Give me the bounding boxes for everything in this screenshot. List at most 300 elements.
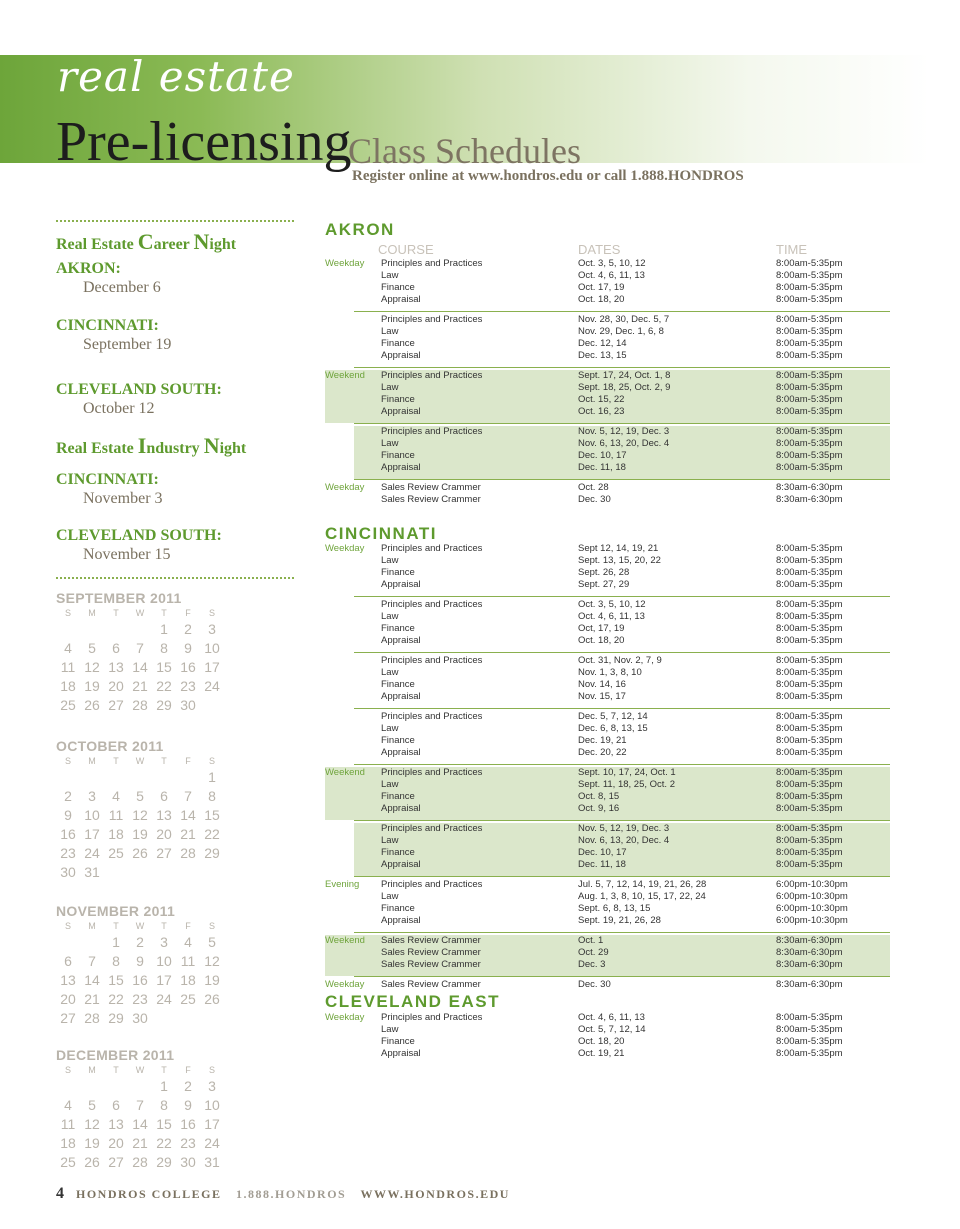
calendar-day: 4 xyxy=(184,934,192,950)
course-time: 8:00am-5:35pm xyxy=(776,543,843,554)
header-subtitle: Class Schedules xyxy=(348,131,581,171)
calendar-day: 14 xyxy=(84,972,100,988)
course-time: 8:00am-5:35pm xyxy=(776,767,843,778)
event-date: December 6 xyxy=(83,279,161,296)
course-dates: Oct. 18, 20 xyxy=(578,1036,625,1047)
event-date: November 3 xyxy=(83,490,163,507)
calendar-day: 1 xyxy=(160,1078,168,1094)
row-divider xyxy=(354,876,890,877)
schedule-row xyxy=(325,370,890,382)
schedule-row xyxy=(325,835,890,847)
weekday-label: F xyxy=(185,921,191,931)
course-dates: Dec. 10, 17 xyxy=(578,450,627,461)
course-time: 8:00am-5:35pm xyxy=(776,1024,843,1035)
calendar-day: 19 xyxy=(204,972,220,988)
row-divider xyxy=(354,596,890,597)
footer-web: WWW.HONDROS.EDU xyxy=(360,1187,510,1201)
calendar-day: 29 xyxy=(156,697,172,713)
schedule-row xyxy=(325,859,890,871)
calendar-day: 9 xyxy=(184,640,192,656)
course-name: Finance xyxy=(381,394,415,405)
course-dates: Sept. 10, 17, 24, Oct. 1 xyxy=(578,767,676,778)
akron-schedule-block xyxy=(325,482,890,511)
calendar-day: 5 xyxy=(88,1097,96,1113)
schedule-row xyxy=(325,382,890,394)
calendar-week xyxy=(56,1096,226,1115)
calendar-day: 24 xyxy=(84,845,100,861)
calendar-day: 2 xyxy=(184,1078,192,1094)
schedule-row xyxy=(325,406,890,418)
calendar-day: 13 xyxy=(108,659,124,675)
calendar-day: 26 xyxy=(84,697,100,713)
course-dates: Dec. 6, 8, 13, 15 xyxy=(578,723,648,734)
event-city: CLEVELAND SOUTH: xyxy=(56,381,222,398)
schedule-row xyxy=(325,879,890,891)
course-time: 8:00am-5:35pm xyxy=(776,282,843,293)
weekday-label: W xyxy=(135,756,145,766)
event-city: CINCINNATI: xyxy=(56,471,159,488)
calendar-day: 6 xyxy=(112,1097,120,1113)
calendar-day: 12 xyxy=(84,659,100,675)
weekday-label: S xyxy=(64,1065,71,1075)
course-name: Sales Review Crammer xyxy=(381,959,481,970)
calendar-day: 21 xyxy=(180,826,196,842)
course-dates: Nov. 5, 12, 19, Dec. 3 xyxy=(578,823,670,834)
course-dates: Dec. 10, 17 xyxy=(578,847,627,858)
weekday-label: T xyxy=(113,608,119,618)
calendar-day xyxy=(104,1077,128,1096)
schedule-row xyxy=(325,979,890,991)
calendar-week xyxy=(56,863,226,882)
course-name: Appraisal xyxy=(381,350,421,361)
calendar-day: 11 xyxy=(60,659,76,675)
calendar-day: 20 xyxy=(108,1135,124,1151)
calendar-day: 3 xyxy=(160,934,168,950)
calendar-day: 10 xyxy=(156,953,172,969)
event-date: September 19 xyxy=(83,336,172,353)
calendar-day: 7 xyxy=(136,1097,144,1113)
calendar-title: SEPTEMBER 2011 xyxy=(56,590,182,606)
schedule-row xyxy=(325,326,890,338)
schedule-row xyxy=(325,803,890,815)
course-dates: Sept. 11, 18, 25, Oct. 2 xyxy=(578,779,675,790)
calendar-day: 22 xyxy=(204,826,220,842)
calendar-december xyxy=(56,1047,226,1172)
calendar-day: 11 xyxy=(180,953,196,969)
calendar-day: 2 xyxy=(64,788,72,804)
course-dates: Oct. 16, 23 xyxy=(578,406,625,417)
schedule-row xyxy=(325,294,890,306)
course-name: Law xyxy=(381,326,399,337)
schedule-row xyxy=(325,1036,890,1048)
calendar-day xyxy=(80,1077,104,1096)
cincinnati-schedule-block xyxy=(325,879,890,932)
calendar-day: 11 xyxy=(108,807,124,823)
course-name: Law xyxy=(381,835,399,846)
weekday-label: M xyxy=(88,608,96,618)
calendar-day: 14 xyxy=(180,807,196,823)
calendar-day: 7 xyxy=(88,953,96,969)
course-name: Sales Review Crammer xyxy=(381,494,481,505)
calendar-day: 3 xyxy=(208,1078,216,1094)
course-time: 8:00am-5:35pm xyxy=(776,747,843,758)
calendar-weekdays xyxy=(56,919,226,933)
weekday-label: T xyxy=(161,608,167,618)
course-name: Law xyxy=(381,723,399,734)
calendar-day: 26 xyxy=(132,845,148,861)
cincinnati-schedule-block xyxy=(325,823,890,876)
calendar-day xyxy=(56,620,80,639)
calendar-day: 10 xyxy=(84,807,100,823)
row-divider xyxy=(354,820,890,821)
schedule-row xyxy=(325,691,890,703)
weekday-label: M xyxy=(88,756,96,766)
calendar-day: 14 xyxy=(132,659,148,675)
course-name: Appraisal xyxy=(381,747,421,758)
calendar-week xyxy=(56,658,226,677)
course-dates: Oct. 28 xyxy=(578,482,609,493)
course-time: 8:00am-5:35pm xyxy=(776,450,843,461)
schedule-row xyxy=(325,599,890,611)
course-time: 8:30am-6:30pm xyxy=(776,959,843,970)
calendar-week xyxy=(56,806,226,825)
course-dates: Oct. 9, 16 xyxy=(578,803,620,814)
session-type-label: Weekday xyxy=(325,258,365,269)
session-type-label: Weekday xyxy=(325,979,365,990)
course-dates: Oct. 4, 6, 11, 13 xyxy=(578,611,645,622)
calendar-title: DECEMBER 2011 xyxy=(56,1047,175,1063)
calendar-title: NOVEMBER 2011 xyxy=(56,903,176,919)
weekday-label: T xyxy=(113,921,119,931)
course-dates: Nov. 6, 13, 20, Dec. 4 xyxy=(578,438,670,449)
calendar-week xyxy=(56,825,226,844)
course-time: 8:00am-5:35pm xyxy=(776,803,843,814)
course-time: 6:00pm-10:30pm xyxy=(776,915,848,926)
course-dates: Nov. 5, 12, 19, Dec. 3 xyxy=(578,426,670,437)
weekday-label: F xyxy=(185,608,191,618)
schedule-row xyxy=(325,338,890,350)
calendar-day: 16 xyxy=(132,972,148,988)
course-time: 8:30am-6:30pm xyxy=(776,935,843,946)
header-script-title: real estate xyxy=(57,52,295,101)
calendar-day: 17 xyxy=(84,826,100,842)
course-time: 8:00am-5:35pm xyxy=(776,735,843,746)
session-type-label: Evening xyxy=(325,879,360,890)
calendar-day: 21 xyxy=(84,991,100,1007)
course-dates: Aug. 1, 3, 8, 10, 15, 17, 22, 24 xyxy=(578,891,706,902)
course-name: Finance xyxy=(381,679,415,690)
course-dates: Dec. 11, 18 xyxy=(578,462,626,473)
calendar-day: 8 xyxy=(160,640,168,656)
course-time: 8:00am-5:35pm xyxy=(776,859,843,870)
course-time: 8:00am-5:35pm xyxy=(776,314,843,325)
calendar-day: 23 xyxy=(180,678,196,694)
course-dates: Oct. 3, 5, 10, 12 xyxy=(578,599,646,610)
calendar-day: 24 xyxy=(204,1135,220,1151)
course-dates: Dec. 30 xyxy=(578,979,611,990)
calendar-day: 16 xyxy=(60,826,76,842)
course-time: 8:00am-5:35pm xyxy=(776,791,843,802)
calendar-day: 20 xyxy=(108,678,124,694)
weekday-label: W xyxy=(135,1065,145,1075)
calendar-week xyxy=(56,639,226,658)
course-time: 8:00am-5:35pm xyxy=(776,711,843,722)
course-dates: Oct. 1 xyxy=(578,935,604,946)
course-name: Finance xyxy=(381,450,415,461)
divider xyxy=(56,220,294,222)
course-dates: Oct. 29 xyxy=(578,947,609,958)
course-time: 8:00am-5:35pm xyxy=(776,555,843,566)
course-dates: Oct. 19, 21 xyxy=(578,1048,625,1059)
course-time: 8:00am-5:35pm xyxy=(776,270,843,281)
calendar-day: 17 xyxy=(204,1116,220,1132)
calendar-day xyxy=(80,933,104,952)
calendar-day xyxy=(152,1009,176,1028)
course-name: Principles and Practices xyxy=(381,655,483,666)
weekday-label: S xyxy=(208,756,215,766)
course-time: 8:00am-5:35pm xyxy=(776,599,843,610)
calendar-day xyxy=(80,768,104,787)
row-divider xyxy=(354,652,890,653)
calendar-day: 29 xyxy=(156,1154,172,1170)
calendar-day: 11 xyxy=(60,1116,76,1132)
industry-night-heading: Real Estate Industry Night xyxy=(56,433,247,458)
calendar-day xyxy=(128,620,152,639)
calendar-day: 26 xyxy=(84,1154,100,1170)
schedule-row xyxy=(325,679,890,691)
calendar-day: 24 xyxy=(204,678,220,694)
calendar-day: 22 xyxy=(156,1135,172,1151)
course-time: 8:00am-5:35pm xyxy=(776,326,843,337)
calendar-day: 5 xyxy=(88,640,96,656)
course-dates: Oct. 4, 6, 11, 13 xyxy=(578,1012,645,1023)
schedule-row xyxy=(325,426,890,438)
session-type-label: Weekend xyxy=(325,767,365,778)
akron-schedule-block xyxy=(325,258,890,311)
row-divider xyxy=(354,764,890,765)
row-divider xyxy=(354,932,890,933)
footer xyxy=(56,1185,510,1203)
calendar-day: 29 xyxy=(108,1010,124,1026)
calendar-day: 13 xyxy=(108,1116,124,1132)
section-title-cleveland-east: CLEVELAND EAST xyxy=(325,992,500,1011)
schedule-row xyxy=(325,567,890,579)
cincinnati-schedule-block xyxy=(325,767,890,820)
calendar-day: 20 xyxy=(156,826,172,842)
course-dates: Nov. 1, 3, 8, 10 xyxy=(578,667,642,678)
course-time: 8:00am-5:35pm xyxy=(776,723,843,734)
calendar-day: 5 xyxy=(208,934,216,950)
calendar-day: 22 xyxy=(108,991,124,1007)
calendar-day: 26 xyxy=(204,991,220,1007)
course-time: 8:00am-5:35pm xyxy=(776,258,843,269)
calendar-day: 17 xyxy=(156,972,172,988)
calendar-day: 7 xyxy=(184,788,192,804)
weekday-label: T xyxy=(161,921,167,931)
course-dates: Dec. 5, 7, 12, 14 xyxy=(578,711,648,722)
schedule-row xyxy=(325,847,890,859)
header-main-title: Pre-licensing xyxy=(56,111,352,173)
course-dates: Sept. 18, 25, Oct. 2, 9 xyxy=(578,382,671,393)
weekday-label: T xyxy=(161,1065,167,1075)
calendar-day: 25 xyxy=(180,991,196,1007)
cincinnati-schedule-block xyxy=(325,599,890,652)
calendar-day: 23 xyxy=(132,991,148,1007)
schedule-row xyxy=(325,1024,890,1036)
weekday-label: S xyxy=(64,756,71,766)
calendar-weekdays xyxy=(56,1063,226,1077)
section-title-cincinnati: CINCINNATI xyxy=(325,524,437,543)
calendar-day xyxy=(104,620,128,639)
cincinnati-schedule-block xyxy=(325,935,890,976)
calendar-week xyxy=(56,1009,226,1028)
course-time: 8:00am-5:35pm xyxy=(776,667,843,678)
weekday-label: T xyxy=(161,756,167,766)
schedule-row xyxy=(325,611,890,623)
calendar-day: 21 xyxy=(132,678,148,694)
course-name: Finance xyxy=(381,282,415,293)
course-name: Sales Review Crammer xyxy=(381,935,481,946)
course-dates: Sept. 19, 21, 26, 28 xyxy=(578,915,661,926)
course-dates: Oct. 5, 7, 12, 14 xyxy=(578,1024,646,1035)
calendar-day: 16 xyxy=(180,659,196,675)
course-time: 8:00am-5:35pm xyxy=(776,567,843,578)
divider xyxy=(56,577,294,579)
weekday-label: T xyxy=(113,756,119,766)
course-name: Finance xyxy=(381,1036,415,1047)
schedule-row xyxy=(325,823,890,835)
course-name: Law xyxy=(381,891,399,902)
calendar-day: 31 xyxy=(204,1154,220,1170)
calendar-day: 1 xyxy=(112,934,120,950)
course-name: Finance xyxy=(381,735,415,746)
calendar-day: 15 xyxy=(156,659,172,675)
calendar-day: 10 xyxy=(204,640,220,656)
course-name: Law xyxy=(381,555,399,566)
course-name: Principles and Practices xyxy=(381,1012,483,1023)
weekday-label: S xyxy=(208,921,215,931)
schedule-row xyxy=(325,791,890,803)
weekday-label: S xyxy=(208,608,215,618)
calendar-day xyxy=(152,768,176,787)
session-type-label: Weekday xyxy=(325,482,365,493)
row-divider xyxy=(354,708,890,709)
course-time: 8:00am-5:35pm xyxy=(776,1036,843,1047)
calendar-day: 13 xyxy=(156,807,172,823)
schedule-row xyxy=(325,655,890,667)
calendar-day: 24 xyxy=(156,991,172,1007)
course-dates: Oct, 17, 19 xyxy=(578,623,625,634)
calendar-day: 3 xyxy=(88,788,96,804)
calendar-day: 27 xyxy=(156,845,172,861)
cincinnati-schedule-block xyxy=(325,655,890,708)
course-dates: Sept. 13, 15, 20, 22 xyxy=(578,555,661,566)
calendar-day: 8 xyxy=(208,788,216,804)
course-time: 8:30am-6:30pm xyxy=(776,947,843,958)
course-name: Law xyxy=(381,779,399,790)
course-dates: Sept. 6, 8, 13, 15 xyxy=(578,903,651,914)
course-name: Appraisal xyxy=(381,579,421,590)
footer-college: HONDROS COLLEGE xyxy=(76,1187,222,1201)
event-date: November 15 xyxy=(83,546,171,563)
session-type-label: Weekday xyxy=(325,543,365,554)
course-dates: Dec. 12, 14 xyxy=(578,338,627,349)
event-city: AKRON: xyxy=(56,260,121,277)
calendar-day xyxy=(200,696,224,715)
calendar-weekdays xyxy=(56,754,226,768)
calendar-day: 2 xyxy=(184,621,192,637)
calendar-day: 19 xyxy=(132,826,148,842)
session-type-label: Weekday xyxy=(325,1012,365,1023)
course-name: Principles and Practices xyxy=(381,426,483,437)
weekday-label: F xyxy=(185,1065,191,1075)
schedule-row xyxy=(325,635,890,647)
schedule-row xyxy=(325,314,890,326)
calendar-day: 4 xyxy=(112,788,120,804)
schedule-row xyxy=(325,903,890,915)
calendar-day: 30 xyxy=(180,1154,196,1170)
schedule-row xyxy=(325,667,890,679)
schedule-row xyxy=(325,891,890,903)
calendar-day xyxy=(200,863,224,882)
course-time: 8:00am-5:35pm xyxy=(776,382,843,393)
calendar-day: 18 xyxy=(180,972,196,988)
calendar-day: 25 xyxy=(60,1154,76,1170)
calendar-week xyxy=(56,768,226,787)
course-time: 8:00am-5:35pm xyxy=(776,679,843,690)
calendar-day: 28 xyxy=(180,845,196,861)
calendar-week xyxy=(56,952,226,971)
calendar-day: 10 xyxy=(204,1097,220,1113)
calendar-week xyxy=(56,787,226,806)
event-date: October 12 xyxy=(83,400,155,417)
schedule-row xyxy=(325,1012,890,1024)
course-time: 8:00am-5:35pm xyxy=(776,462,843,473)
course-name: Law xyxy=(381,270,399,281)
calendar-day: 4 xyxy=(64,640,72,656)
course-time: 8:00am-5:35pm xyxy=(776,294,843,305)
course-name: Appraisal xyxy=(381,691,421,702)
calendar-day: 28 xyxy=(84,1010,100,1026)
course-name: Law xyxy=(381,382,399,393)
schedule-row xyxy=(325,947,890,959)
course-time: 8:00am-5:35pm xyxy=(776,847,843,858)
akron-schedule-block xyxy=(325,426,890,479)
calendar-day xyxy=(104,768,128,787)
course-time: 8:00am-5:35pm xyxy=(776,406,843,417)
akron-schedule-block xyxy=(325,314,890,367)
calendar-day xyxy=(56,933,80,952)
row-divider xyxy=(354,479,890,480)
course-name: Appraisal xyxy=(381,406,421,417)
weekday-label: S xyxy=(64,921,71,931)
course-time: 8:00am-5:35pm xyxy=(776,691,843,702)
calendar-day: 17 xyxy=(204,659,220,675)
col-head-dates: DATES xyxy=(578,242,621,257)
course-dates: Oct. 8, 15 xyxy=(578,791,620,802)
course-time: 8:00am-5:35pm xyxy=(776,611,843,622)
calendar-day: 13 xyxy=(60,972,76,988)
course-dates: Nov. 15, 17 xyxy=(578,691,626,702)
course-dates: Sept 12, 14, 19, 21 xyxy=(578,543,659,554)
calendar-week xyxy=(56,971,226,990)
calendar-day: 16 xyxy=(180,1116,196,1132)
calendar-day: 9 xyxy=(64,807,72,823)
schedule-row xyxy=(325,555,890,567)
schedule-row xyxy=(325,711,890,723)
page-number: 4 xyxy=(56,1185,66,1202)
schedule-row xyxy=(325,747,890,759)
